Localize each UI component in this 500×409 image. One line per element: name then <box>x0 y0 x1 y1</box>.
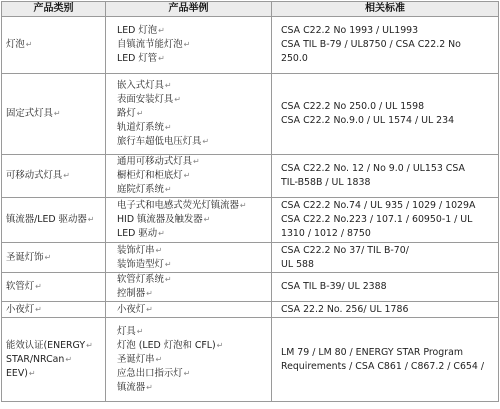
paragraph-mark-icon: ↵ <box>53 109 61 118</box>
standards-cell-line <box>281 244 494 258</box>
examples-cell <box>106 17 272 74</box>
examples-cell-text: LED 灯泡 <box>117 25 158 36</box>
examples-cell-text: 电子式和电感式荧光灯镇流器 <box>117 200 239 211</box>
category-cell-text: 软管灯 <box>6 281 35 292</box>
category-cell-line <box>6 38 105 52</box>
examples-cell-text: 小夜灯 <box>117 303 146 315</box>
category-cell-line <box>6 339 105 353</box>
table-row-portable-luminaires <box>2 155 499 198</box>
header-row <box>2 2 499 17</box>
standards-table <box>1 1 499 402</box>
category-cell-text: 小夜灯 <box>6 303 35 315</box>
paragraph-mark-icon: ↵ <box>239 201 247 210</box>
standards-cell-text: TIL-B58B / UL 1838 <box>281 177 371 188</box>
category-cell-text: EEV) <box>6 367 28 379</box>
examples-cell-line <box>117 325 271 339</box>
table-row-ballasts-drivers <box>2 198 499 243</box>
category-cell <box>2 273 106 302</box>
category-cell-line <box>6 169 105 183</box>
table-row-bulbs <box>2 17 499 74</box>
paragraph-mark-icon: ↵ <box>87 215 95 224</box>
examples-cell-text: 旅行车超低电压灯具 <box>117 136 202 147</box>
paragraph-mark-icon: ↵ <box>28 368 36 378</box>
examples-cell-line <box>117 107 271 121</box>
examples-cell-text: 镇流器 <box>117 381 146 393</box>
table-row-hose-lights <box>2 273 499 302</box>
standards-cell-text: CSA C22.2 No 250.0 / UL 1598 <box>281 101 425 112</box>
standards-cell-line <box>281 24 494 38</box>
examples-cell <box>106 155 272 198</box>
standards-cell <box>272 74 499 155</box>
examples-cell-text: 应急出口指示灯 <box>117 367 183 379</box>
examples-cell-text: 轨道灯系统 <box>117 122 164 133</box>
table-row-christmas-lights <box>2 243 499 273</box>
paragraph-mark-icon: ↵ <box>35 282 42 291</box>
examples-cell-text: 圣诞灯串 <box>117 353 155 365</box>
examples-cell-text: LED 灯管 <box>117 53 158 64</box>
examples-cell-line <box>117 93 271 107</box>
examples-cell-text: 装饰造型灯 <box>117 258 164 270</box>
standards-cell-text: 250.0 <box>281 53 308 64</box>
category-cell-line <box>6 280 105 294</box>
examples-cell-text: 自镇流节能灯泡 <box>117 39 183 50</box>
paragraph-mark-icon: ↵ <box>63 171 70 180</box>
standards-cell-text: CSA C22.2 No.223 / 107.1 / 60950-1 / UL <box>281 214 473 225</box>
examples-cell-line <box>117 339 271 353</box>
standards-cell-text: CSA C22.2 No 37/ TIL B-70/ <box>281 244 409 256</box>
paragraph-mark-icon: ↵ <box>183 40 191 49</box>
examples-cell-line <box>117 155 271 169</box>
examples-cell-line <box>117 244 271 258</box>
table-row-night-lights <box>2 302 499 318</box>
examples-cell-text: 软管灯系统 <box>117 274 164 285</box>
standards-cell <box>272 318 499 402</box>
examples-cell-line <box>117 303 271 317</box>
category-cell-text: 灯泡 <box>6 39 25 50</box>
category-cell-text: 能效认证(ENERGY <box>6 339 86 351</box>
paragraph-mark-icon: ↵ <box>164 123 172 132</box>
standards-cell-line <box>281 52 494 66</box>
category-cell-line <box>6 367 105 381</box>
category-cell-line <box>6 303 105 317</box>
examples-cell-text: 装饰灯串 <box>117 244 155 256</box>
paragraph-mark-icon: ↵ <box>164 81 172 90</box>
standards-cell-line <box>281 199 494 213</box>
standards-cell <box>272 243 499 273</box>
examples-cell <box>106 318 272 402</box>
paragraph-mark-icon: ↵ <box>155 245 163 255</box>
examples-cell-text: 嵌入式灯具 <box>117 80 164 91</box>
category-cell <box>2 318 106 402</box>
standards-cell <box>272 198 499 243</box>
category-cell-line <box>6 353 105 367</box>
examples-cell-line <box>117 353 271 367</box>
standards-cell-text: CSA C22.2 No 1993 / UL1993 <box>281 25 419 36</box>
examples-cell <box>106 198 272 243</box>
standards-cell-line <box>281 100 494 114</box>
table-row-fixed-luminaires <box>2 74 499 155</box>
paragraph-mark-icon: ↵ <box>164 185 172 194</box>
category-cell <box>2 74 106 155</box>
examples-cell-text: 表面安装灯具 <box>117 94 174 105</box>
table-row-energy-certification <box>2 318 499 402</box>
standards-cell-text: CSA C22.2 No. 12 / No 9.0 / UL153 CSA <box>281 163 465 174</box>
standards-cell-text: 1310 / 1012 / 8750 <box>281 228 371 239</box>
examples-cell-text: 通用可移动式灯具 <box>117 156 193 167</box>
examples-cell-text: 控制器 <box>117 288 146 299</box>
paragraph-mark-icon: ↵ <box>136 326 144 336</box>
header-category: 产品类别 <box>2 2 106 17</box>
category-cell <box>2 198 106 243</box>
examples-cell <box>106 273 272 302</box>
examples-cell-line <box>117 169 271 183</box>
examples-cell <box>106 302 272 318</box>
paragraph-mark-icon: ↵ <box>216 340 224 350</box>
standards-cell-line <box>281 280 494 294</box>
paragraph-mark-icon: ↵ <box>86 340 93 350</box>
paragraph-mark-icon: ↵ <box>183 368 191 378</box>
category-cell-line <box>6 107 105 121</box>
paragraph-mark-icon: ↵ <box>158 26 165 35</box>
paragraph-mark-icon: ↵ <box>146 382 153 392</box>
standards-cell-line <box>281 162 494 176</box>
category-cell <box>2 17 106 74</box>
header-examples: 产品举例 <box>106 2 272 17</box>
paragraph-mark-icon: ↵ <box>183 171 191 180</box>
examples-cell-line <box>117 52 271 66</box>
standards-cell-text: LM 79 / LM 80 / ENERGY STAR Program <box>281 346 463 358</box>
standards-cell-line <box>281 213 494 227</box>
standards-cell-line <box>281 346 494 360</box>
examples-cell <box>106 74 272 155</box>
standards-cell-text: CSA TIL B-79 / UL8750 / CSA C22.2 No <box>281 39 461 50</box>
paragraph-mark-icon: ↵ <box>202 137 210 146</box>
standards-cell <box>272 155 499 198</box>
examples-cell-line <box>117 227 271 241</box>
examples-cell-text: 路灯 <box>117 108 136 119</box>
examples-cell-line <box>117 79 271 93</box>
category-cell-line <box>6 251 105 265</box>
examples-cell-line <box>117 258 271 272</box>
category-cell <box>2 155 106 198</box>
category-cell <box>2 302 106 318</box>
standards-cell-line <box>281 360 494 374</box>
paragraph-mark-icon: ↵ <box>44 252 52 262</box>
examples-cell-line <box>117 273 271 287</box>
paragraph-mark-icon: ↵ <box>203 215 211 224</box>
examples-cell-line <box>117 121 271 135</box>
paragraph-mark-icon: ↵ <box>25 40 33 49</box>
examples-cell-line <box>117 199 271 213</box>
category-cell-text: 镇流器/LED 驱动器 <box>6 214 87 225</box>
paragraph-mark-icon: ↵ <box>146 289 153 298</box>
examples-cell-line <box>117 367 271 381</box>
paragraph-mark-icon: ↵ <box>158 54 165 63</box>
paragraph-mark-icon: ↵ <box>136 109 144 118</box>
standards-cell <box>272 17 499 74</box>
standards-cell-line <box>281 38 494 52</box>
paragraph-mark-icon: ↵ <box>174 95 181 104</box>
paragraph-mark-icon: ↵ <box>155 354 163 364</box>
standards-cell-text: CSA 22.2 No. 256/ UL 1786 <box>281 303 409 315</box>
standards-cell-line <box>281 258 494 272</box>
examples-cell-text: HID 镇流器及触发器 <box>117 214 203 225</box>
examples-cell-line <box>117 135 271 149</box>
standards-cell-text: CSA C22.2 No.74 / UL 935 / 1029 / 1029A <box>281 200 476 211</box>
category-cell-text: 固定式灯具 <box>6 108 53 119</box>
examples-cell-text: 灯泡 (LED 灯泡和 CFL) <box>117 339 216 351</box>
category-cell-text: 可移动式灯具 <box>6 170 63 181</box>
paragraph-mark-icon: ↵ <box>164 259 172 269</box>
examples-cell-text: 灯具 <box>117 325 136 337</box>
category-cell <box>2 243 106 273</box>
standards-cell-line <box>281 227 494 241</box>
standards-cell-text: UL 588 <box>281 258 314 270</box>
paragraph-mark-icon: ↵ <box>158 229 165 238</box>
standards-cell <box>272 273 499 302</box>
examples-cell-line <box>117 38 271 52</box>
standards-cell-text: CSA TIL B-39/ UL 2388 <box>281 281 387 292</box>
examples-cell-line <box>117 183 271 197</box>
examples-cell-text: 橱柜灯和柜底灯 <box>117 170 183 181</box>
standards-cell-text: CSA C22.2 No.9.0 / UL 1574 / UL 234 <box>281 115 455 126</box>
paragraph-mark-icon: ↵ <box>193 157 200 166</box>
category-cell-text: 圣诞灯饰 <box>6 251 44 263</box>
examples-cell-text: LED 驱动 <box>117 228 158 239</box>
standards-cell <box>272 302 499 318</box>
standards-cell-line <box>281 176 494 190</box>
header-standards: 相关标准 <box>272 2 499 17</box>
standards-cell-line <box>281 114 494 128</box>
examples-cell <box>106 243 272 273</box>
examples-cell-line <box>117 287 271 301</box>
paragraph-mark-icon: ↵ <box>35 304 42 314</box>
paragraph-mark-icon: ↵ <box>164 275 172 284</box>
examples-cell-line <box>117 24 271 38</box>
examples-cell-line <box>117 213 271 227</box>
category-cell-line <box>6 213 105 227</box>
examples-cell-line <box>117 381 271 395</box>
standards-cell-line <box>281 303 494 317</box>
paragraph-mark-icon: ↵ <box>146 304 153 314</box>
standards-cell-text: Requirements / CSA C861 / C867.2 / C654 / <box>281 360 484 372</box>
examples-cell-text: 庭院灯系统 <box>117 184 164 195</box>
paragraph-mark-icon: ↵ <box>65 354 73 364</box>
category-cell-text: STAR/NRCan <box>6 353 65 365</box>
